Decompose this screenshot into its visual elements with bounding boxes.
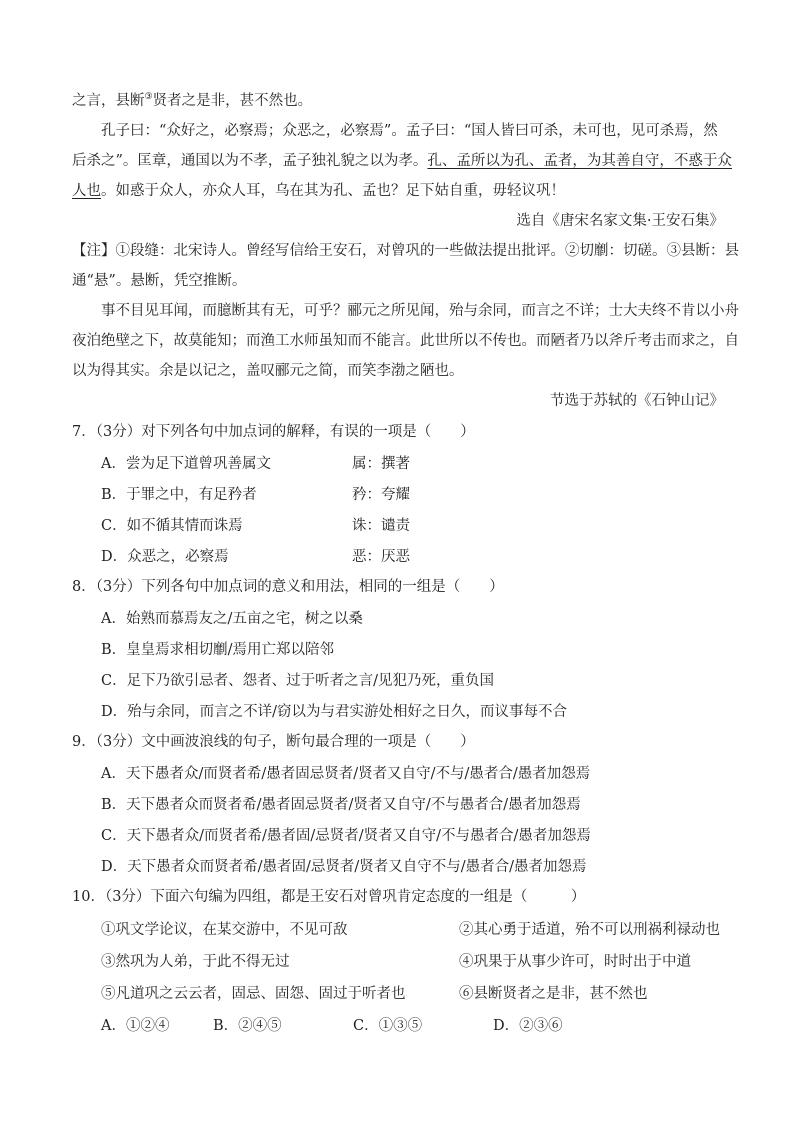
- passage-line: 以为得其实。余是以记之，盖叹郦元之简，而笑李渤之陋也。: [72, 363, 464, 379]
- passage-line: 夜泊绝壁之下，故莫能知；而渔工水师虽知而不能言。此世所以不传也。而陋者乃以斧斤考击而求之，自: [72, 333, 739, 349]
- question-9-option: D．天下愚者众而贤者希/愚者固/忌贤者/贤者又自守不与/愚者合/愚者加怨焉: [101, 859, 587, 875]
- source-citation: 选自《唐宋名家文集·王安石集》: [516, 213, 724, 229]
- question-10-item-row: [72, 951, 724, 973]
- text-span: 之言，县断: [72, 93, 145, 109]
- option-text: B．于罪之中，有足矜者: [101, 487, 257, 503]
- source-citation: 节选于苏轼的《石钟山记》: [550, 393, 724, 409]
- passage-line: 事不目见耳闻，而臆断其有无，可乎？郦元之所见闻，殆与余同，而言之不详；士大夫终不肯以小舟: [101, 303, 739, 319]
- item-text: ⑥县断贤者之是非，甚不然也: [459, 986, 648, 1002]
- annotation-note: 【注】①段缝：北宋诗人。曾经写信给王安石，对曾巩的一些做法提出批评。②切劘：切磋。③县断：县: [72, 243, 739, 259]
- choice-c: C．①③⑤: [353, 1018, 423, 1034]
- item-text: ②其心勇于适道，殆不可以刑祸利禄动也: [459, 922, 720, 938]
- question-9-stem: 9．（3分）文中画波浪线的句子，断句最合理的一项是（ ）: [72, 734, 475, 750]
- choice-d: D．②③⑥: [493, 1018, 563, 1034]
- choice-b: B．②④⑤: [213, 1018, 282, 1034]
- item-text: ④巩果于从事少许可，时时出于中道: [459, 954, 691, 970]
- item-text: ⑤凡道巩之云云者，固忌、固怨、固过于听者也: [101, 986, 406, 1002]
- option-text: D．众恶之，必察焉: [101, 549, 229, 565]
- question-7-option: [72, 515, 724, 537]
- text-span: 。如惑于众人，亦众人耳，乌在其为孔、孟也？足下姑自重，毋轻议巩！: [101, 183, 565, 199]
- question-8-option: C．足下乃欲引忌者、怨者、过于听者之言/见犯乃死，重负国: [101, 673, 494, 689]
- question-8-option: B．皇皇焉求相切劘/焉用亡郑以陪邻: [101, 642, 335, 658]
- question-7-option: [72, 546, 724, 568]
- option-text: C．如不循其情而诛焉: [101, 518, 243, 534]
- passage-line: [72, 150, 732, 173]
- passage-line: 孔子曰：“众好之，必察焉；众恶之，必察焉”。孟子曰：“国人皆曰可杀，未可也，见可杀焉，然: [101, 123, 718, 139]
- option-gloss: 诛：谴责: [352, 518, 410, 534]
- item-text: ③然巩为人弟，于此不得无过: [101, 954, 290, 970]
- question-9-option: C．天下愚者众/而贤者希/愚者固/忌贤者/贤者又自守/不与愚者合/愚者加怨焉: [101, 828, 591, 844]
- underlined-sentence: 人也: [72, 183, 101, 199]
- option-text: A．尝为足下道曾巩善属文: [101, 456, 271, 472]
- question-9-option: B．天下愚者众而贤者希/愚者固忌贤者/贤者又自守/不与愚者合/愚者加怨焉: [101, 797, 581, 813]
- passage-line: [72, 180, 724, 203]
- footnote-marker: ③: [144, 92, 153, 103]
- question-7-option: [72, 453, 724, 475]
- question-7-option: [72, 484, 724, 506]
- annotation-note: 通“悬”。悬断，凭空推断。: [72, 273, 247, 289]
- question-10-item-row: [72, 983, 724, 1005]
- question-7-stem: 7．（3分）对下列各句中加点词的解释，有误的一项是（ ）: [72, 424, 475, 440]
- question-10-stem: 10．（3分）下面六句编为四组，都是王安石对曾巩肯定态度的一组是（ ）: [72, 889, 586, 905]
- item-text: ①巩文学论议，在某交游中，不见可敌: [101, 922, 348, 938]
- question-10-choices: [72, 1015, 724, 1037]
- text-span: 后杀之”。匡章，通国以为不孝，孟子独礼貌之以为孝。: [72, 153, 428, 169]
- passage-line: [72, 90, 724, 113]
- underlined-sentence: 孔、孟所以为孔、孟者，为其善自守，不惑于众: [427, 153, 732, 169]
- option-gloss: 矜：夸耀: [352, 487, 410, 503]
- option-gloss: 恶：厌恶: [352, 549, 410, 565]
- question-8-stem: 8．（3分）下列各句中加点词的意义和用法，相同的一组是（ ）: [72, 579, 504, 595]
- option-gloss: 属：撰著: [352, 456, 410, 472]
- question-8-option: A．始熟而慕焉友之/五亩之宅，树之以桑: [101, 611, 363, 627]
- question-10-item-row: [72, 919, 724, 941]
- question-8-option: D．殆与余同，而言之不详/窃以为与君实游处相好之日久，而议事每不合: [101, 704, 568, 720]
- question-9-option: A．天下愚者众/而贤者希/愚者固忌贤者/贤者又自守/不与/愚者合/愚者加怨焉: [101, 766, 591, 782]
- exam-page: [72, 90, 739, 1037]
- text-span: 贤者之是非，甚不然也。: [152, 93, 313, 109]
- choice-a: A．①②④: [101, 1018, 170, 1034]
